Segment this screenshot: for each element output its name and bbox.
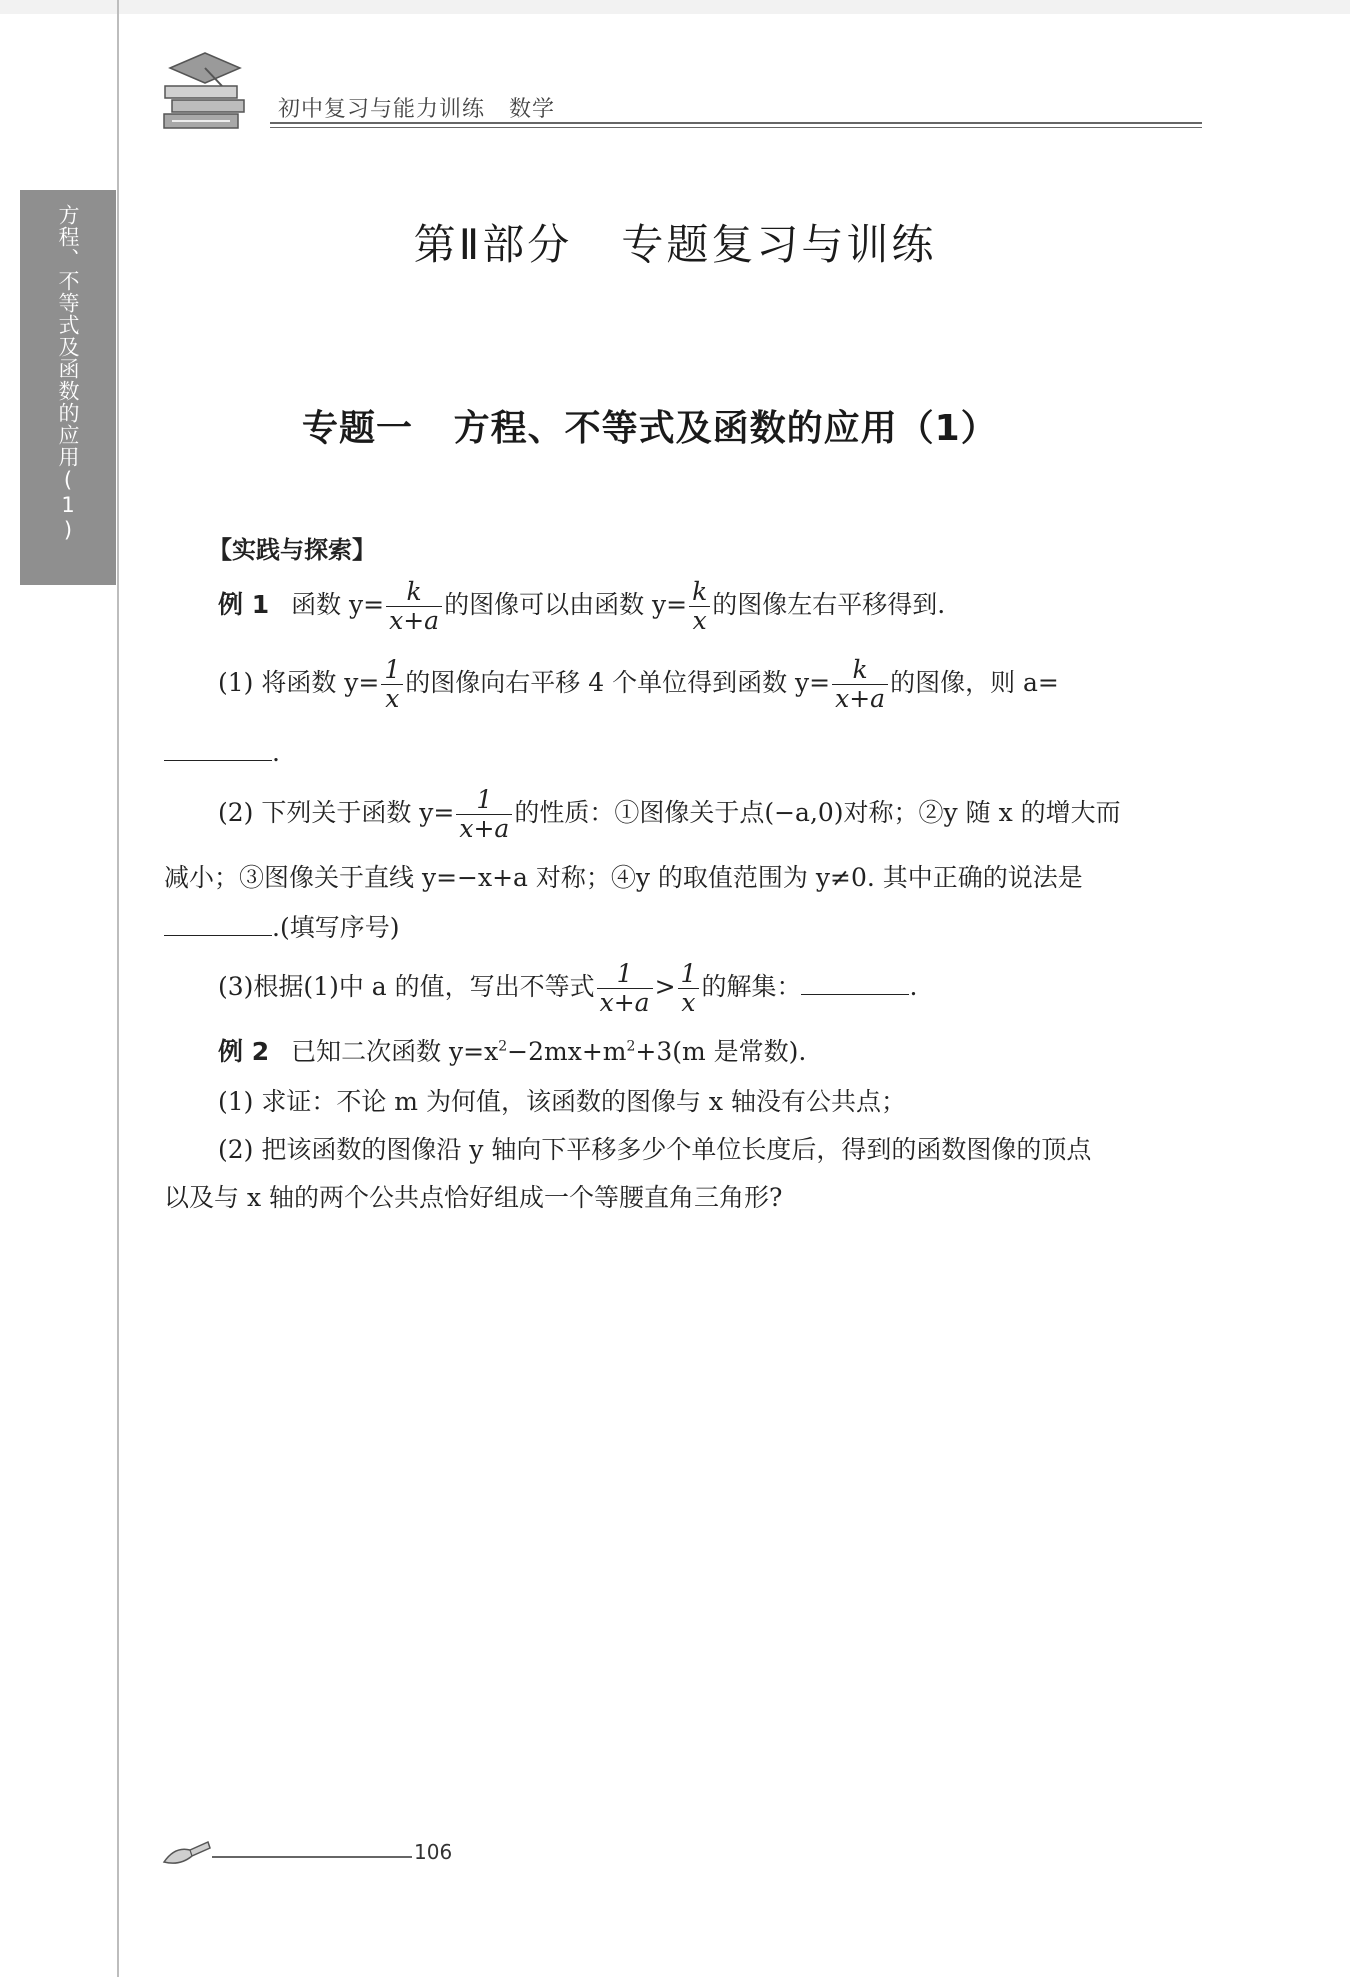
fraction-numerator: k [406,577,422,606]
fraction-denominator: x+a [597,988,653,1017]
text-run: (2) 下列关于函数 y= [218,798,455,827]
text-run: . [909,972,918,1001]
fraction-denominator: x [381,684,403,713]
text-run: 的图像左右平移得到. [712,590,946,619]
side-tab-text: 方程、不等式及函数的应用(1) [56,204,80,543]
text-run: 的图像可以由函数 y= [444,590,688,619]
example2-label: 例 2 [218,1037,270,1066]
fraction [456,786,512,843]
text-run: 的性质：①图像关于点(−a,0)对称；②y 随 x 的增大而 [514,798,1121,827]
greater-than-sign: > [654,972,676,1001]
example1-question2-line2: 减小；③图像关于直线 y=−x+a 对称；④y 的取值范围为 y≠0. 其中正确的说法是 [164,863,1083,892]
superscript: 2 [626,1038,636,1055]
example2-intro [218,1032,806,1068]
pen-icon [160,1832,215,1872]
fraction-denominator: x+a [456,814,512,843]
fraction [832,656,888,713]
fraction [678,960,700,1017]
text-run: +3(m 是常数). [635,1037,807,1066]
page-margin-line [117,0,119,1977]
example2-question2-line2: 以及与 x 轴的两个公共点恰好组成一个等腰直角三角形? [164,1183,783,1212]
text-run: .(填写序号) [272,913,400,942]
answer-blank[interactable] [801,974,909,995]
fraction-numerator: 1 [616,959,633,988]
text-run: (1) 将函数 y= [218,668,380,697]
answer-blank[interactable] [164,915,272,936]
example1-label: 例 1 [218,590,270,619]
fraction-numerator: k [852,655,868,684]
fraction [386,578,442,635]
fraction-numerator: 1 [680,959,697,988]
part-title: 第Ⅱ部分 专题复习与训练 [413,220,937,269]
footer-rule [212,1856,412,1858]
example1-intro [218,578,945,635]
text-run: . [272,738,280,767]
fraction-numerator: 1 [384,655,401,684]
example1-question3 [218,960,917,1017]
book-stack-icon [160,48,250,138]
example1-question1 [218,656,1059,713]
text-run: (3)根据(1)中 a 的值，写出不等式 [218,972,595,1001]
text-run: −2mx+m [507,1037,627,1066]
fraction [689,578,710,635]
example1-question2 [218,786,1121,843]
page-top-shade [0,0,1350,14]
fraction-denominator: x [689,606,710,635]
fraction-denominator: x+a [386,606,442,635]
section-label: 【实践与探索】 [208,536,376,564]
superscript: 2 [498,1038,508,1055]
fraction-denominator: x [678,988,700,1017]
header-rule-thin [270,127,1202,128]
page-number: 106 [414,1840,453,1864]
text-run: 的解集： [701,972,802,1001]
fraction-denominator: x+a [832,684,888,713]
answer-blank[interactable] [164,740,272,761]
fraction [381,656,403,713]
text-run: 的图像，则 a= [890,668,1059,697]
example1-question2-line3 [164,908,399,944]
fraction-numerator: k [692,577,708,606]
text-run: 函数 y= [291,590,385,619]
example2-question2: (2) 把该函数的图像沿 y 轴向下平移多少个单位长度后，得到的函数图像的顶点 [218,1135,1092,1164]
text-run: 已知二次函数 y=x [291,1037,499,1066]
book-title: 初中复习与能力训练 数学 [278,97,555,122]
header-rule [270,122,1202,124]
fraction [597,960,653,1017]
fraction-numerator: 1 [476,785,493,814]
answer-blank-line [164,738,280,767]
topic-title: 专题一 方程、不等式及函数的应用（1） [302,408,998,449]
example2-question1: (1) 求证：不论 m 为何值，该函数的图像与 x 轴没有公共点； [218,1087,906,1116]
text-run: 的图像向右平移 4 个单位得到函数 y= [405,668,831,697]
